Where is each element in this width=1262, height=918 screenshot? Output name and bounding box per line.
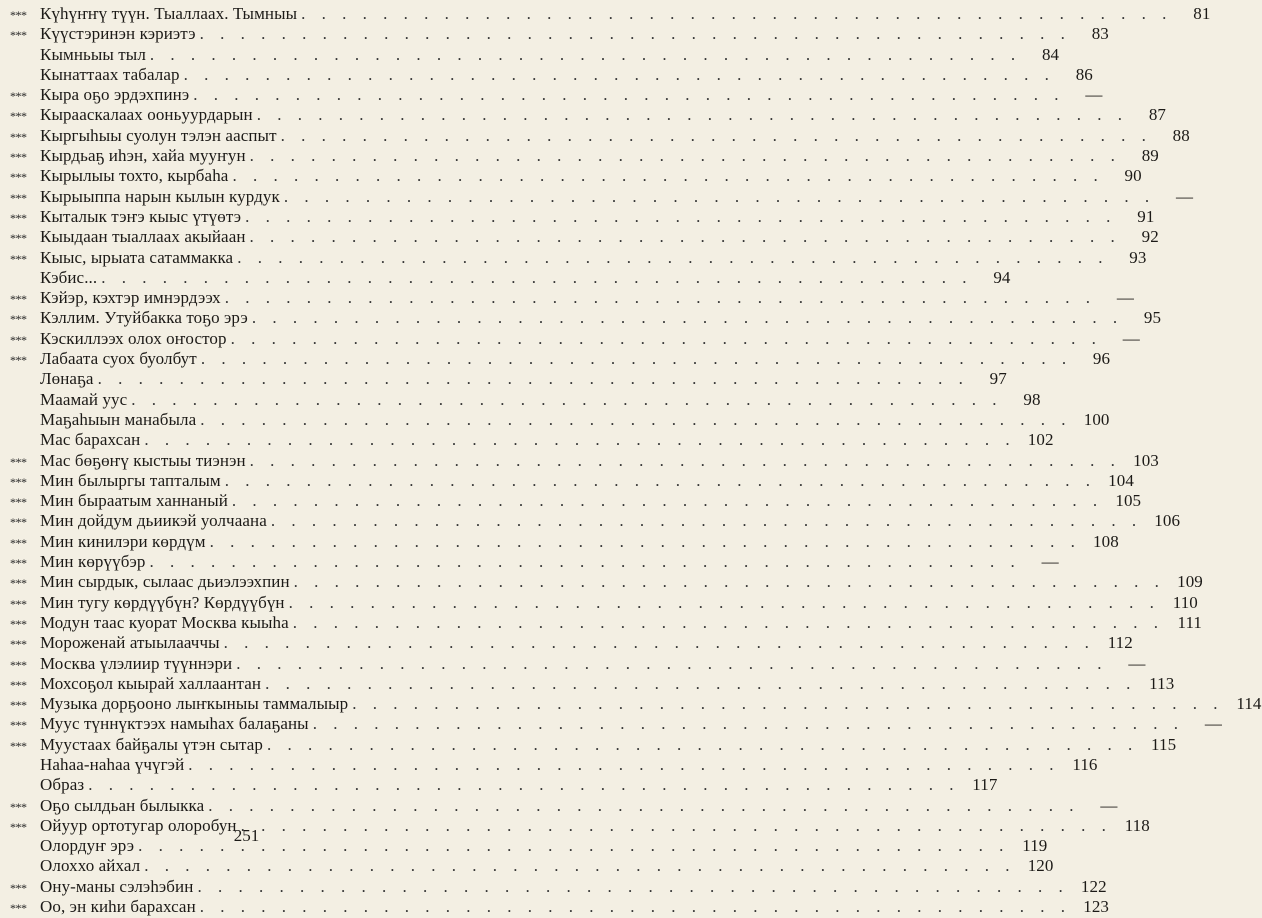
entry-page: 89 xyxy=(1141,146,1159,166)
entry-marker: *** xyxy=(10,880,27,895)
entry-title: Кымньыы тыл xyxy=(40,44,146,64)
entry-page: 119 xyxy=(1022,836,1048,856)
dot-leader xyxy=(200,24,1071,44)
toc-entry xyxy=(10,267,1011,288)
toc-entry xyxy=(10,592,1198,613)
toc-entry xyxy=(10,673,1175,694)
entry-title: Москва үлэлиир түүннэри xyxy=(40,653,233,673)
entry-page: 93 xyxy=(1129,247,1147,267)
entry-marker: *** xyxy=(10,8,27,22)
entry-page: 88 xyxy=(1172,125,1190,145)
entry-page: 113 xyxy=(1149,673,1175,693)
toc-entry xyxy=(10,146,1159,166)
entry-page: — xyxy=(1116,288,1135,308)
toc-entry xyxy=(10,389,1041,410)
entry-page: 84 xyxy=(1041,44,1060,64)
entry-marker: *** xyxy=(10,129,27,144)
entry-title: Наһаа-наһаа үчүгэй xyxy=(40,754,185,774)
entry-page: 111 xyxy=(1177,612,1203,632)
dot-leader xyxy=(289,593,1160,613)
entry-page: 90 xyxy=(1124,166,1142,186)
toc-entry xyxy=(10,491,1142,511)
entry-marker: *** xyxy=(10,596,27,611)
entry-page: — xyxy=(1041,552,1059,572)
entry-page: 103 xyxy=(1133,450,1159,470)
dot-leader xyxy=(257,105,1128,125)
entry-marker: *** xyxy=(10,535,27,550)
entry-title: Мас бөҕөҥү кыстыы тиэнэн xyxy=(40,450,246,470)
dot-leader xyxy=(101,268,972,288)
entry-marker: *** xyxy=(10,231,27,246)
entry-marker: *** xyxy=(10,109,27,124)
entry-title: Мин быраатым ханнаный xyxy=(40,491,228,511)
dot-leader xyxy=(150,45,1021,65)
entry-marker: *** xyxy=(10,616,27,631)
entry-page: — xyxy=(1176,186,1194,206)
dot-leader xyxy=(250,227,1121,247)
entry-page: 92 xyxy=(1141,227,1159,247)
entry-marker: *** xyxy=(10,718,27,733)
entry-page: 122 xyxy=(1080,876,1107,896)
entry-page: 91 xyxy=(1137,206,1155,226)
entry-marker: *** xyxy=(10,474,27,489)
entry-page: — xyxy=(1085,85,1103,105)
entry-page: 116 xyxy=(1072,754,1098,774)
dot-leader xyxy=(184,65,1055,85)
entry-marker: *** xyxy=(10,799,27,814)
entry-page: 100 xyxy=(1083,409,1110,429)
entry-page: 96 xyxy=(1092,349,1111,369)
toc-entry xyxy=(10,349,1111,369)
entry-title: Олоххо айхал xyxy=(40,856,141,876)
dot-leader xyxy=(313,714,1184,734)
entry-marker: *** xyxy=(10,515,27,530)
dot-leader xyxy=(252,308,1123,328)
entry-title: Лөнаҕа xyxy=(40,369,94,389)
entry-title: Күһүҥҥү түүн. Тыаллаах. Тымныы xyxy=(40,4,298,23)
dot-leader xyxy=(149,552,1020,572)
toc-entry xyxy=(10,206,1155,227)
entry-marker: *** xyxy=(10,190,27,205)
entry-page: 94 xyxy=(993,267,1011,287)
entry-page: 105 xyxy=(1115,491,1142,511)
entry-page: 86 xyxy=(1075,64,1093,84)
toc-entry xyxy=(10,24,1109,44)
entry-marker: *** xyxy=(10,738,27,753)
entry-page: — xyxy=(1100,795,1118,815)
entry-title: Кырдьаҕ иһэн, хайа мууҥун xyxy=(40,146,246,166)
toc-entry xyxy=(10,450,1159,471)
entry-page: 108 xyxy=(1093,531,1119,551)
entry-marker: *** xyxy=(10,657,27,672)
dot-leader xyxy=(200,897,1071,917)
toc-entry xyxy=(10,775,998,795)
toc-entry xyxy=(10,186,1194,207)
toc-entry xyxy=(10,531,1119,552)
entry-marker: *** xyxy=(10,210,27,225)
toc-entry xyxy=(10,694,1262,714)
dot-leader xyxy=(281,126,1152,146)
entry-title: Мин көрүүбэр xyxy=(40,552,146,572)
dot-leader xyxy=(284,187,1155,207)
dot-leader xyxy=(197,877,1068,897)
entry-title: Муустаах байҕалы үтэн сытар xyxy=(40,734,263,754)
toc-entry xyxy=(10,85,1103,105)
entry-page: 117 xyxy=(972,775,998,795)
toc-entry xyxy=(10,369,1007,389)
page-number: 251 xyxy=(233,826,260,845)
dot-leader xyxy=(265,674,1136,694)
entry-page: 114 xyxy=(1236,694,1262,714)
toc-entry xyxy=(10,328,1140,349)
toc-entry xyxy=(10,105,1167,125)
entry-title: Мин кинилэри көрдүм xyxy=(40,531,206,551)
toc-entry xyxy=(10,430,1054,450)
dot-leader xyxy=(224,633,1095,653)
entry-page: — xyxy=(1122,328,1140,348)
entry-page: 109 xyxy=(1177,572,1203,592)
entry-title: Модун таас куорат Москва кыыһа xyxy=(40,612,289,632)
entry-page: 118 xyxy=(1124,815,1150,835)
toc-entry xyxy=(10,511,1181,531)
entry-page: 97 xyxy=(989,369,1007,389)
toc-entry xyxy=(10,308,1162,328)
entry-title: Ону-маны сэлэһэбин xyxy=(40,876,194,896)
entry-page: 102 xyxy=(1027,430,1054,450)
toc-entry xyxy=(10,552,1059,572)
dot-leader xyxy=(245,207,1116,227)
toc-entry xyxy=(10,754,1098,775)
dot-leader xyxy=(201,349,1072,369)
entry-page: 95 xyxy=(1143,308,1162,328)
dot-leader xyxy=(225,471,1096,491)
entry-marker: *** xyxy=(10,819,27,834)
toc-entry xyxy=(10,4,1211,24)
dot-leader xyxy=(232,166,1103,186)
dot-leader xyxy=(301,4,1172,24)
entry-title: Мин тугу көрдүүбүн? Көрдүүбүн xyxy=(40,592,285,612)
toc-entry xyxy=(10,288,1135,308)
entry-marker: *** xyxy=(10,677,27,692)
entry-page: 120 xyxy=(1027,856,1054,876)
entry-marker: *** xyxy=(10,556,27,571)
toc-entry xyxy=(10,166,1142,186)
entry-title: Кыыдаан тыаллаах акыйаан xyxy=(40,227,246,247)
toc-entry xyxy=(10,227,1159,247)
entry-title: Кэскиллээх олох оҥостор xyxy=(40,328,227,348)
dot-leader xyxy=(98,369,969,389)
entry-marker: *** xyxy=(10,150,27,165)
dot-leader xyxy=(225,288,1096,308)
entry-title: Мороженай атыылааччы xyxy=(40,633,220,653)
dot-leader xyxy=(250,451,1121,471)
entry-title: Образ xyxy=(40,775,85,795)
entry-title: Кырааскалаах ооньуурдарын xyxy=(40,105,253,125)
dot-leader xyxy=(267,735,1138,755)
dot-leader xyxy=(352,694,1223,714)
dot-leader xyxy=(208,796,1079,816)
toc-entry xyxy=(10,714,1222,734)
toc-entry xyxy=(10,856,1054,876)
entry-marker: *** xyxy=(10,698,27,713)
entry-title: Маҕаһыын манабыла xyxy=(40,409,197,429)
entry-marker: *** xyxy=(10,170,27,185)
entry-title: Олордуҥ эрэ xyxy=(40,836,135,856)
entry-marker: *** xyxy=(10,495,27,510)
entry-title: Кырылыы тохто, кырбаһа xyxy=(40,166,229,186)
toc-entry xyxy=(10,125,1190,146)
entry-title: Муус түннүктээх намыһах балаҕаны xyxy=(40,714,309,734)
toc-entry xyxy=(10,64,1093,85)
entry-page: 81 xyxy=(1193,4,1211,23)
entry-title: Кэбис... xyxy=(40,267,98,287)
dot-leader xyxy=(200,410,1071,430)
entry-marker: *** xyxy=(10,332,27,347)
entry-title: Мин сырдык, сылаас дьиэлээхпин xyxy=(40,572,290,592)
table-of-contents xyxy=(10,4,1262,917)
entry-title: Кыыс, ырыата сатаммакка xyxy=(40,247,234,267)
entry-title: Кынаттаах табалар xyxy=(40,64,180,84)
entry-page: 115 xyxy=(1151,734,1177,754)
entry-page: 98 xyxy=(1023,389,1041,409)
entry-title: Кыргыһыы суолун тэлэн ааспыт xyxy=(40,125,277,145)
entry-title: Күүстэринэн кэриэтэ xyxy=(40,24,196,44)
entry-page: 83 xyxy=(1091,24,1109,44)
toc-entry xyxy=(10,44,1060,65)
entry-marker: *** xyxy=(10,28,27,43)
entry-title: Кэйэр, кэхтэр имнэрдээх xyxy=(40,288,221,308)
dot-leader xyxy=(294,572,1165,592)
dot-leader xyxy=(250,146,1121,166)
entry-marker: *** xyxy=(10,901,27,916)
entry-title: Ойуур ортотугар олоробун xyxy=(40,815,237,835)
entry-page: — xyxy=(1128,653,1146,673)
toc-entry xyxy=(10,633,1133,653)
entry-title: Мин дойдум дьиикэй уолчаана xyxy=(40,511,267,531)
toc-entry xyxy=(10,247,1147,268)
entry-marker: *** xyxy=(10,637,27,652)
dot-leader xyxy=(293,613,1164,633)
toc-entry xyxy=(10,876,1107,897)
dot-leader xyxy=(193,85,1064,105)
entry-marker: *** xyxy=(10,312,27,327)
entry-title: Мин былыргы тапталым xyxy=(40,470,221,490)
entry-page: 110 xyxy=(1172,592,1198,612)
entry-page: 112 xyxy=(1107,633,1133,653)
toc-entry xyxy=(10,409,1110,430)
dot-leader xyxy=(231,329,1102,349)
dot-leader xyxy=(144,856,1015,876)
toc-entry xyxy=(10,653,1146,674)
entry-page: 106 xyxy=(1154,511,1181,531)
dot-leader xyxy=(210,532,1081,552)
dot-leader xyxy=(237,248,1108,268)
entry-marker: *** xyxy=(10,251,27,266)
dot-leader xyxy=(236,654,1107,674)
dot-leader xyxy=(188,755,1059,775)
entry-marker: *** xyxy=(10,353,27,368)
entry-title: Лабаата суох буолбут xyxy=(40,349,197,369)
entry-marker: *** xyxy=(10,576,27,591)
entry-title: Оҕо сылдьан былыкка xyxy=(40,795,205,815)
entry-title: Кыталык тэҥэ кыыс үтүөтэ xyxy=(40,206,242,226)
entry-marker: *** xyxy=(10,89,27,104)
dot-leader xyxy=(232,491,1103,511)
entry-page: 87 xyxy=(1148,105,1167,125)
entry-page: — xyxy=(1204,714,1222,734)
dot-leader xyxy=(131,390,1002,410)
entry-title: Оо, эн киһи барахсан xyxy=(40,897,196,917)
toc-entry xyxy=(10,612,1203,633)
toc-entry xyxy=(10,734,1177,755)
toc-entry xyxy=(10,470,1134,491)
entry-title: Музыка дорҕооно лыҥкыныы таммалыыр xyxy=(40,694,349,714)
entry-page: 104 xyxy=(1108,470,1134,490)
toc-entry xyxy=(10,795,1118,816)
toc-entry xyxy=(10,897,1110,917)
entry-title: Кыра оҕо эрдэхпинэ xyxy=(40,85,190,105)
dot-leader xyxy=(271,511,1142,531)
entry-title: Мас барахсан xyxy=(40,430,141,450)
entry-page: 123 xyxy=(1083,897,1110,917)
entry-title: Маамай уус xyxy=(40,389,128,409)
entry-marker: *** xyxy=(10,292,27,307)
entry-marker: *** xyxy=(10,454,27,469)
dot-leader xyxy=(88,775,959,795)
entry-title: Кэллим. Утуйбакка тоҕо эрэ xyxy=(40,308,248,328)
toc-entry xyxy=(10,572,1203,592)
entry-title: Мохсоҕол кыырай халлаантан xyxy=(40,673,262,693)
entry-title: Кырыыппа нарын кылын курдук xyxy=(40,186,280,206)
dot-leader xyxy=(144,430,1015,450)
